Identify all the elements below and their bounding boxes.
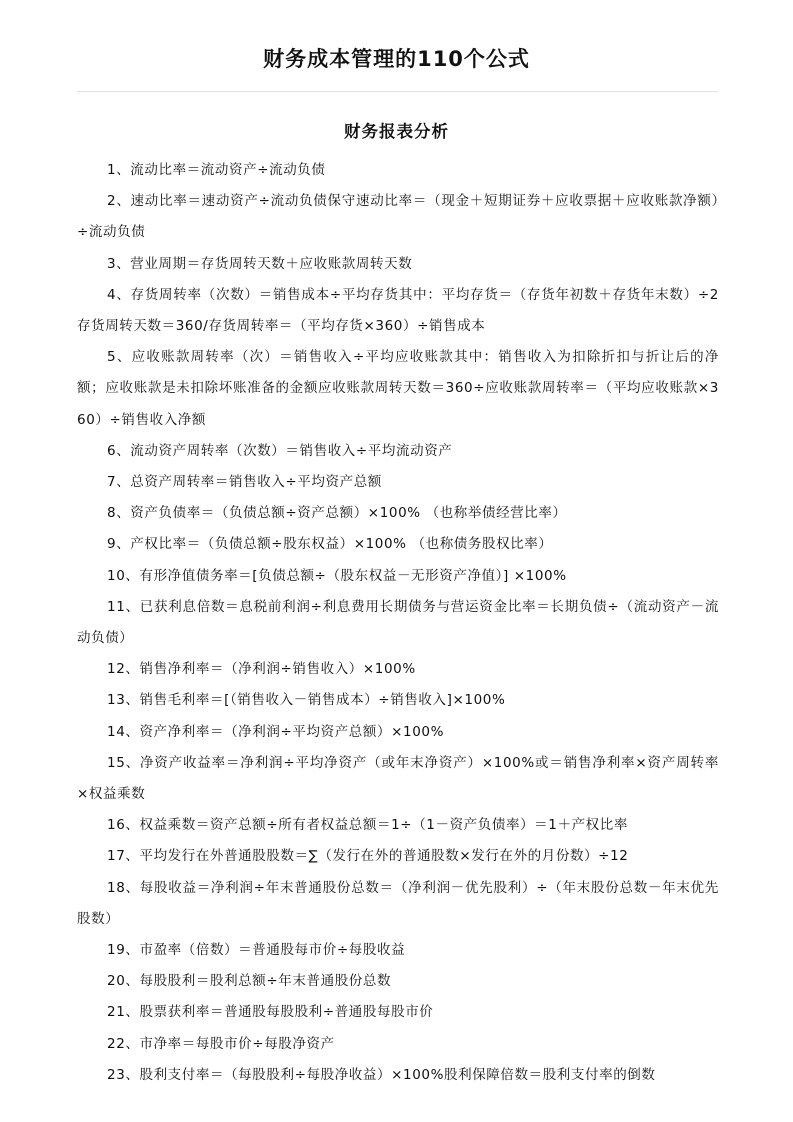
formula-item-17: 17、平均发行在外普通股股数＝∑（发行在外的普通股数×发行在外的月份数）÷12 bbox=[107, 848, 629, 865]
formula-item-13: 13、销售毛利率＝[（销售收入－销售成本）÷销售收入]×100% bbox=[107, 692, 506, 709]
formula-item-23: 23、股利支付率＝（每股股利÷每股净收益）×100%股利保障倍数＝股利支付率的倒数 bbox=[107, 1066, 656, 1083]
title-divider bbox=[77, 91, 718, 92]
formula-item-8: 8、资产负债率＝（负债总额÷资产总额）×100% （也称举债经营比率） bbox=[107, 505, 567, 522]
formula-list bbox=[77, 155, 719, 1091]
formula-item-1: 1、流动比率＝流动资产÷流动负债 bbox=[107, 162, 326, 178]
formula-item-10: 10、有形净值债务率＝[负债总额÷（股东权益－无形资产净值）] ×100% bbox=[107, 567, 567, 584]
formula-item-18: 18、每股收益＝净利润÷年末普通股份总数＝（净利润－优先股利）÷（年末股份总数－年末优先股数） bbox=[77, 879, 719, 927]
formula-item-22: 22、市净率＝每股市价÷每股净资产 bbox=[107, 1035, 335, 1052]
formula-item-5: 5、应收账款周转率（次）＝销售收入÷平均应收账款其中：销售收入为扣除折扣与折让后的净额；应收账款是未扣除坏账准备的金额应收账款周转天数＝360÷应收账款周转率＝（平均应收账款×360）÷销售收入净额 bbox=[77, 349, 719, 428]
formula-item-15: 15、净资产收益率＝净利润÷平均净资产（或年末净资产）×100%或＝销售净利率×资产周转率×权益乘数 bbox=[77, 754, 719, 803]
formula-item-6: 6、流动资产周转率（次数）＝销售收入÷平均流动资产 bbox=[107, 442, 453, 459]
formula-item-21: 21、股票获利率＝普通股每股股利÷普通股每股市价 bbox=[107, 1004, 434, 1021]
formula-item-11: 11、已获利息倍数＝息税前利润÷利息费用长期债务与营运资金比率＝长期负债÷（流动资产－流动负债） bbox=[77, 598, 719, 647]
formula-item-16: 16、权益乘数＝资产总额÷所有者权益总额＝1÷（1－资产负债率）＝1＋产权比率 bbox=[107, 817, 628, 834]
formula-item-4: 4、存货周转率（次数）＝销售成本÷平均存货其中：平均存货＝（存货年初数＋存货年末数）÷2 存货周转天数＝360/存货周转率＝（平均存货×360）÷销售成本 bbox=[77, 286, 719, 335]
formula-item-9: 9、产权比率＝（负债总额÷股东权益）×100% （也称债务股权比率） bbox=[107, 536, 553, 553]
section-heading: 财务报表分析 bbox=[344, 122, 449, 141]
formula-item-14: 14、资产净利率＝（净利润÷平均资产总额）×100% bbox=[107, 723, 444, 740]
formula-item-3: 3、营业周期＝存货周转天数＋应收账款周转天数 bbox=[107, 255, 413, 272]
formula-item-20: 20、每股股利＝股利总额÷年末普通股份总数 bbox=[107, 973, 392, 990]
formula-item-19: 19、市盈率（倍数）＝普通股每市价÷每股收益 bbox=[107, 942, 406, 959]
page-title: 财务成本管理的110个公式 bbox=[263, 47, 530, 71]
formula-item-2: 2、速动比率＝速动资产÷流动负债保守速动比率＝（现金＋短期证券＋应收票据＋应收账款净额）÷流动负债 bbox=[77, 193, 719, 241]
formula-item-7: 7、总资产周转率＝销售收入÷平均资产总额 bbox=[107, 474, 382, 491]
formula-item-12: 12、销售净利率＝（净利润÷销售收入）×100% bbox=[107, 661, 416, 678]
